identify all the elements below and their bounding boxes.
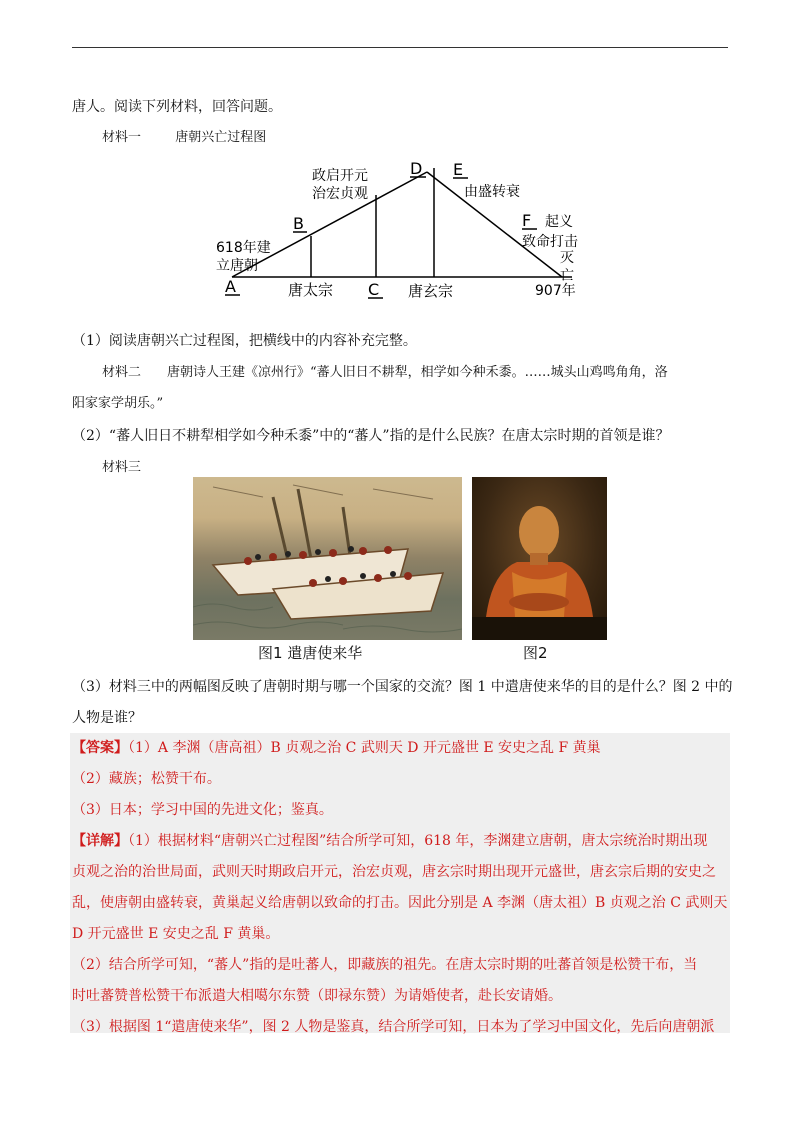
detail-1: （1）根据材料“唐朝兴亡过程图”结合所学可知，618 年，李渊建立唐朝，唐太宗统治时期出现 [128, 833, 708, 849]
material2-line1: 材料二 唐朝诗人王建《凉州行》“蕃人旧日不耕犁，相学如今种禾黍。……城头山鸡鸣角角，洛 [102, 365, 668, 380]
detail-2: 贞观之治的治世局面，武则天时期政启开元，治宏贞观，唐玄宗时期出现开元盛世，唐玄宗后期的安史之 [72, 864, 716, 880]
label-d: D [410, 159, 423, 178]
question-3-line2: 人物是谁？ [72, 710, 142, 726]
label-b: B [293, 214, 304, 233]
question-1: （1）阅读唐朝兴亡过程图，把横线中的内容补充完整。 [72, 333, 417, 349]
material1-label: 材料一 [102, 130, 142, 145]
intro-text: 唐人。阅读下列材料，回答问题。 [72, 99, 282, 115]
detail-3: 乱，使唐朝由盛转衰，黄巢起义给唐朝以致命的打击。因此分别是 A 李渊（唐太祖）B 贞观之治 C 武则天 [72, 895, 728, 911]
label-f: F [522, 211, 532, 230]
label-c: C [368, 280, 380, 299]
jian-tang-line2: 立唐朝 [216, 258, 258, 274]
caption-figure-1: 图1 遣唐使来华 [258, 644, 363, 662]
material2-line2: 阳家家学胡乐。” [72, 396, 164, 411]
zhengqi-line1: 政启开元 [312, 168, 368, 184]
detail-7: （3）根据图 1“遣唐使来华”，图 2 人物是鉴真，结合所学可知，日本为了学习中国文化，先后向唐朝派 [72, 1019, 715, 1035]
qiyi-line2: 致命打击 [522, 234, 578, 250]
mie-text: 灭 [560, 250, 574, 266]
detail-6: 时吐蕃赞普松赞干布派遣大相噶尔东赞（即禄东赞）为请婚使者，赴长安请婚。 [72, 988, 562, 1004]
detail-tag: 【详解】 [72, 833, 128, 849]
zhengqi-line2: 治宏贞观 [312, 186, 368, 202]
qiyi-line1: 起义 [545, 214, 573, 230]
wang-text: 亡 [560, 268, 574, 284]
answer-2: （2）藏族；松赞干布。 [72, 771, 221, 787]
question-3-line1: （3）材料三中的两幅图反映了唐朝时期与哪一个国家的交流？图 1 中遣唐使来华的目的是什么？图 2 中的 [72, 679, 733, 695]
label-a: A [225, 277, 236, 296]
label-e: E [453, 160, 464, 179]
answer-tag: 【答案】 [72, 740, 128, 756]
answer-1: （1）A 李渊（唐高祖）B 贞观之治 C 武则天 D 开元盛世 E 安史之乱 F 黄巢 [128, 740, 601, 756]
tang-rise-fall-diagram [0, 0, 800, 320]
answer-line1 [72, 737, 732, 759]
answer-3: （3）日本；学习中国的先进文化；鉴真。 [72, 802, 333, 818]
year-907-label: 907年 [535, 283, 576, 299]
jian-tang-line1: 618年建 [216, 240, 271, 256]
caption-figure-2: 图2 [523, 644, 548, 662]
envoy-ship-painting [193, 477, 462, 640]
jianzhen-statue-photo [472, 477, 607, 640]
taizong-label: 唐太宗 [288, 281, 334, 299]
material3-label: 材料三 [102, 460, 142, 475]
you-sheng-zhuan-shuai: 由盛转衰 [464, 184, 520, 200]
detail-5: （2）结合所学可知，“蕃人”指的是吐蕃人，即藏族的祖先。在唐太宗时期的吐蕃首领是松赞干布，当 [72, 957, 698, 973]
question-2: （2）“蕃人旧日不耕犁相学如今种禾黍”中的“蕃人”指的是什么民族？在唐太宗时期的首领是谁？ [72, 428, 670, 444]
detail-4: D 开元盛世 E 安史之乱 F 黄巢。 [72, 926, 280, 942]
detail-line1 [72, 830, 732, 852]
material1-title: 唐朝兴亡过程图 [175, 130, 267, 145]
xuanzong-label: 唐玄宗 [408, 282, 454, 300]
